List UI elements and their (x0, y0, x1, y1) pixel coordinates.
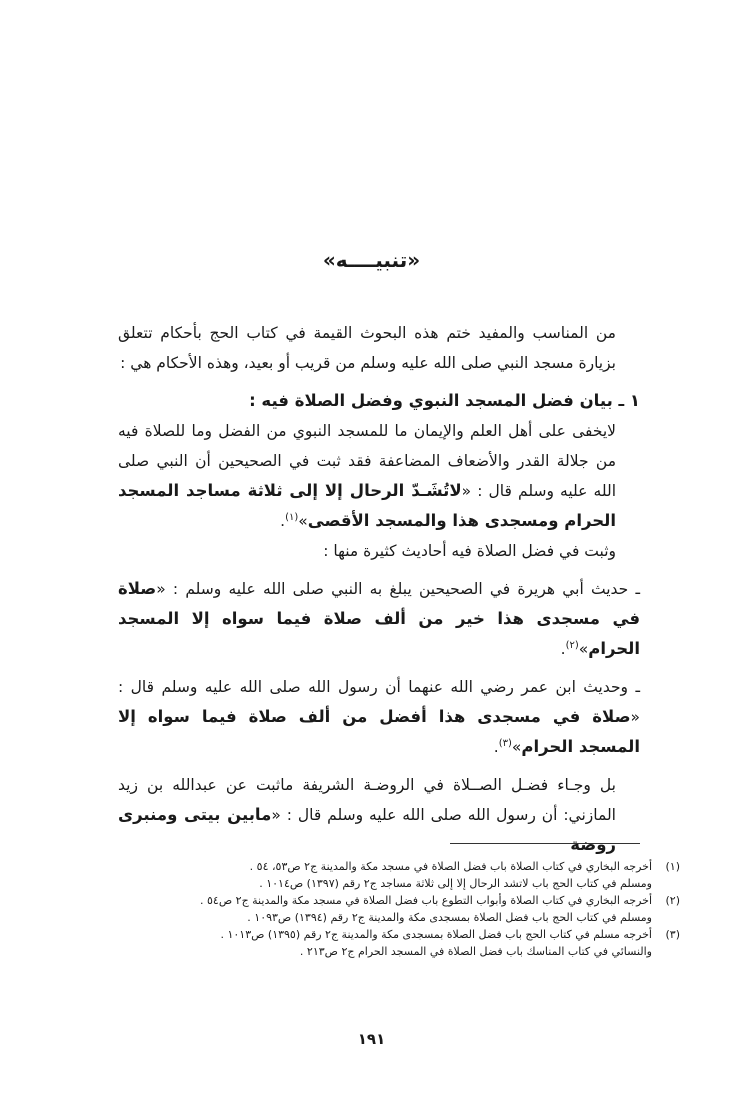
text-run: » (511, 738, 522, 756)
text-run: ـ حديث أبي هريرة في الصحيحين يبلغ به النبي صلى الله عليه وسلم : « (156, 580, 640, 598)
footnote-line: أخرجه مسلم في كتاب الحج باب فضل الصلاة بمسجدى مكة والمدينة ج٢ رقم (١٣٩٥) ص١٠١٣ . (220, 928, 652, 941)
paragraph-hadith-intro (118, 536, 640, 566)
section-heading: «تنبيــــه» (322, 248, 421, 272)
paragraph-mosque-virtue (118, 416, 640, 536)
footnotes (118, 858, 680, 960)
footnote-divider (450, 843, 640, 844)
text-run: لايخفى على أهل العلم والإيمان ما للمسجد النبوي من الفضل وما للصلاة فيه من جلالة القدر والأضعاف المضاعفة فقد ثبت في الصحيحين أن النبي صلى الله عليه وسلم قال : « (118, 422, 616, 500)
quoted-hadith-text: مابين بيتى ومنبرى روضة (118, 805, 616, 854)
footnote-ref: (٢) (565, 639, 579, 651)
footnote (118, 858, 680, 892)
footnote-line: أخرجه البخاري في كتاب الصلاة وأبواب التطوع باب فضل الصلاة في مسجد مكة والمدينة ج٢ ص٥٤ . (200, 894, 652, 907)
text-run: من المناسب والمفيد ختم هذه البحوث القيمة في كتاب الحج بأحكام تتعلق بزيارة مسجد النبي صلى الله عليه وسلم من قريب أو بعيد، وهذه الأحكام هي : (118, 324, 616, 372)
paragraph-rawdah (118, 770, 640, 860)
footnote-text (118, 858, 652, 892)
main-text (118, 318, 640, 860)
quoted-hadith-text: ١ ـ بيان فضل المسجد النبوي وفضل الصلاة فيه : (249, 391, 640, 410)
quoted-hadith-text: صلاة في مسجدى هذا خير من ألف صلاة فيما سواه إلا المسجد الحرام (118, 579, 640, 658)
footnote-line: أخرجه البخاري في كتاب الصلاة باب فضل الصلاة في مسجد مكة والمدينة ج٢ ص٥٣، ٥٤ . (249, 860, 652, 873)
paragraph-intro (118, 318, 640, 378)
text-run: ـ وحديث ابن عمر رضي الله عنهما أن رسول الله صلى الله عليه وسلم قال : « (118, 678, 640, 726)
text-run: » (298, 512, 308, 530)
page-number: ١٩١ (357, 1030, 386, 1048)
footnote-text (118, 926, 652, 960)
text-run: وثبت في فضل الصلاة فيه أحاديث كثيرة منها : (323, 542, 616, 560)
text-run: . (493, 738, 499, 756)
footnote-number: (٣) (665, 928, 680, 941)
quoted-hadith-text: لاتُشَـدّ الرحال إلا إلى ثلاثة مساجد المسجد الحرام ومسجدى هذا والمسجد الأقصى (118, 481, 616, 530)
text-run: » (578, 640, 589, 658)
paragraph-hadith-ibn-umar (118, 672, 640, 762)
footnote-line: ومسلم في كتاب الحج باب لاتشد الرحال إلا إلى ثلاثة مساجد ج٢ رقم (١٣٩٧) ص١٠١٤ . (259, 877, 652, 890)
footnote-text (118, 892, 652, 926)
footnote-ref: (١) (285, 511, 299, 523)
paragraph-topic-title (118, 386, 640, 416)
footnote-line: والنسائي في كتاب المناسك باب فضل الصلاة في المسجد الحرام ج٢ ص٢١٣ . (299, 945, 652, 958)
footnote-line: ومسلم في كتاب الحج باب فضل الصلاة بمسجدى مكة والمدينة ج٢ رقم (١٣٩٤) ص١٠٩٣ . (247, 911, 652, 924)
footnote-ref: (٣) (498, 737, 512, 749)
footnote-number: (٢) (665, 894, 680, 907)
text-run: بل وجـاء فضـل الصــلاة في الروضـة الشريفة ماثبت عن عبدالله بن زيد المازني: أن رسول الله صلى الله عليه وسلم قال : « (118, 776, 616, 824)
text-run: . (560, 640, 566, 658)
footnote (118, 892, 680, 926)
text-run: . (280, 512, 286, 530)
paragraph-hadith-abu-hurayra (118, 574, 640, 664)
quoted-hadith-text: صلاة في مسجدى هذا أفضل من ألف صلاة فيما سواه إلا المسجد الحرام (118, 707, 640, 756)
footnote-number: (١) (665, 860, 680, 873)
footnote (118, 926, 680, 960)
